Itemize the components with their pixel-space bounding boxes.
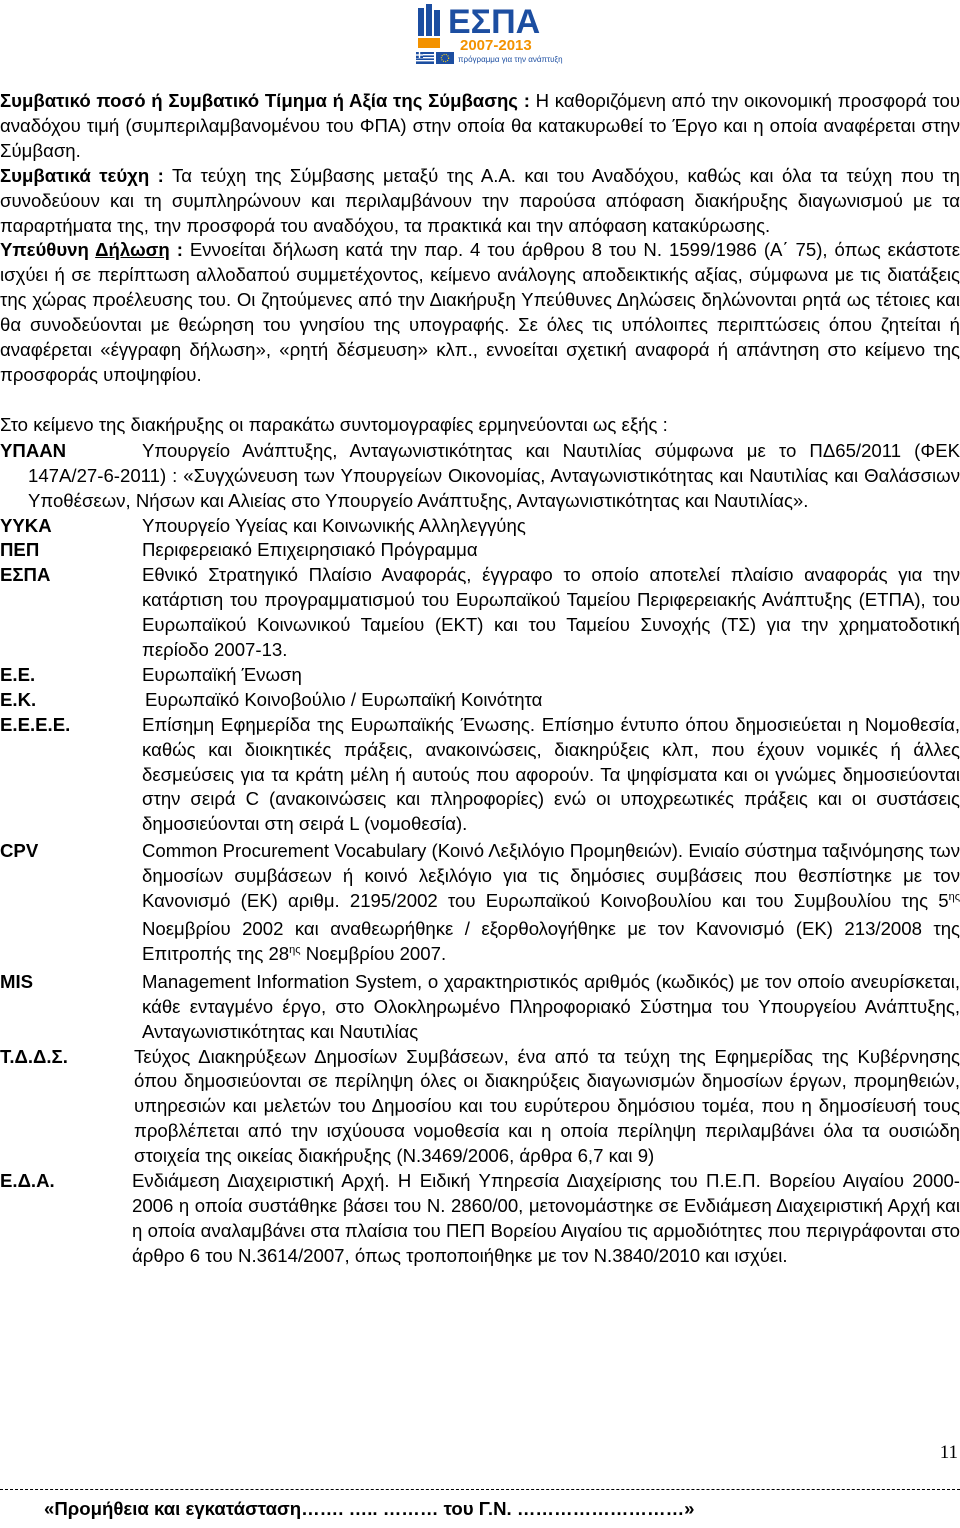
logo-bar-2: [426, 4, 432, 36]
abbr-espa: ΕΣΠΑ Εθνικό Στρατηγικό Πλαίσιο Αναφοράς, έγγραφο το οποίο αποτελεί πλαίσιο αναφοράς για την κατάρτιση του προγραμματισμού του Ευρωπαϊκού Ταμείου Περιφερειακής Ανάπτυξης (ΕΤΠΑ), του Ευρωπαϊκού Κοινωνικού Ταμείου (ΕΚΤ) και του Ταμείου Συνοχής (ΤΣ) για την χρηματοδοτική περίοδο 2007-13.: [0, 564, 960, 661]
abbr-cpv: CPV Common Procurement Vocabulary (Κοινό Λεξιλόγιο Προμηθειών). Ενιαίο σύστημα ταξινόμησης των δημοσίων συμβάσεων ή κοινό λεξιλόγιο για τις δημόσιες συμβάσεις που θεσπίστηκε με τον Κανονισμό (ΕΚ) αριθμ. 2195/2002 του Ευρωπαϊκού Κοινοβουλίου και του Συμβουλίου της $5^{\eta\varsigma}$ Νοεμβρίου 2002 και αναθεωρήθηκε / εξορθολογήθηκε με τον Κανονισμό (ΕΚ) 213/2008 της Επιτροπής της $28^{\eta\varsigma}$ Νοεμβρίου 2007.: [0, 840, 960, 964]
logo-bar-1: [418, 8, 424, 36]
logo-orange-block: [418, 38, 440, 48]
definition-contract-documents: Συμβατικά τεύχη : Τα τεύχη της Σύμβασης μεταξύ της Α.Α. και του Αναδόχου, καθώς και όλα τα τεύχη που τη συνοδεύουν και τη συμπληρώνουν και περιλαμβάνουν την παρούσα απόφαση διακήρυξης διαγωνισμού με τα παραρτήματα της, την προσφορά του αναδόχου, τα πρακτικά και την απόφαση κατακύρωσης.: [0, 164, 960, 236]
greek-flag-icon: [416, 52, 434, 64]
abbr-eda: Ε.Δ.Α. Ενδιάμεση Διαχειριστική Αρχή. Η Ειδική Υπηρεσία Διαχείρισης του Π.Ε.Π. Βορείου Αιγαίου 2000-2006 η οποία συστάθηκε βάσει του Ν. 2860/00, μετονομάστηκε σε Ενδιάμεση Διαχειριστική Αρχή και η οποία αναλαμβάνει στα πλαίσια του ΠΕΠ Βορείου Αιγαίου τις αρμοδιότητες που περιγράφονται στο άρθρο 6 του Ν.3614/2007, όπως τροποποιήθηκε με τον Ν.3840/2010 και ισχύει.: [0, 1170, 960, 1266]
term: Συμβατικά τεύχη :: [0, 164, 164, 186]
abbr-text: Υπουργείο Ανάπτυξης, Ανταγωνιστικότητας και Ναυτιλίας σύμφωνα με το ΠΔ65/2011 (ΦΕΚ 147Α/27-6-2011) : «Συγχώνευση των Υπουργείων Οικονομίας, Ανταγωνιστικότητας και Ναυτιλίας και Θαλάσσιων Υποθέσεων, Νήσων και Αλιείας στο Υπουργείο Ανάπτυξης, Ανταγωνιστικότητας και Ναυτιλίας».: [28, 439, 960, 511]
abbr-yyka: ΥΥΚΑ Υπουργείο Υγείας και Κοινωνικής Αλληλεγγύης: [0, 514, 526, 536]
footer-text: «Προμήθεια και εγκατάσταση……. ….. ……… του Γ.Ν. ………………………»: [44, 1498, 695, 1519]
logo-years: 2007-2013: [460, 37, 532, 54]
page-number: 11: [939, 1442, 958, 1463]
eu-flag-icon: [436, 52, 454, 64]
abbr-ek: Ε.Κ. Ευρωπαϊκό Κοινοβούλιο / Ευρωπαϊκή Κοινότητα: [0, 688, 543, 710]
logo-bar-3: [434, 10, 440, 36]
abbr-eeee: Ε.Ε.Ε.Ε. Επίσημη Εφημερίδα της Ευρωπαϊκής Ένωσης. Επίσημο έντυπο όπου δημοσιεύεται η Νομοθεσία, καθώς και διοικητικές πράξεις, ανακοινώσεις, διακηρύξεις κλπ, που έχουν νομικές ή άλλες δεσμεύσεις για τα κράτη μέλη ή αυτούς που αφορούν. Τα ψηφίσματα και οι γνώμες δημοσιεύονται στην σειρά C (ανακοινώσεις και πληροφορίες) ενώ οι υποχρεωτικές πράξεις και οι συστάσεις δημοσιεύονται στη σειρά L (νομοθεσία).: [0, 713, 960, 835]
abbr-mis: MIS Management Information System, ο χαρακτηριστικός αριθμός (κωδικός) με τον οποίο ανευρίσκεται, κάθε ενταγμένο έργο, στο Ολοκληρωμένο Πληροφοριακό Σύστημα του Υπουργείου Ανάπτυξης, Ανταγωνιστικότητας και Ναυτιλίας: [0, 970, 960, 1042]
abbr-tdds: Τ.Δ.Δ.Σ. Τεύχος Διακηρύξεων Δημοσίων Συμβάσεων, ένα από τα τεύχη της Εφημερίδας της Κυβέρνησης όπου δημοσιεύονται σε περίληψη όλες οι διακηρύξεις διαγωνισμών δημοσίων έργων, προμηθειών, υπηρεσιών και μελετών του Δημοσίου και του ευρύτερου δημόσιου τομέα, που η δημοσίευσή τους προβλέπεται από την ισχύουσα νομοθεσία και η οποία περίληψη περιλαμβάνει όλα τα ουσιώδη στοιχεία της οικείας διακήρυξης (Ν.3469/2006, άρθρα 6,7 και 9): [0, 1045, 960, 1167]
term: Συμβατικό ποσό ή Συμβατικό Τίμημα ή Αξία της Σύμβασης :: [0, 90, 530, 111]
abbr-ee: Ε.Ε. Ευρωπαϊκή Ένωση: [0, 663, 302, 685]
footer-divider: [0, 1489, 960, 1490]
abbr-term: ΥΠΑΑΝ: [0, 439, 67, 461]
espa-logo: [414, 2, 563, 66]
definition-solemn-declaration: Υπεύθυνη Δήλωση : Εννοείται δήλωση κατά την παρ. 4 του άρθρου 8 του Ν. 1599/1986 (Α΄ 75), όπως εκάστοτε ισχύει ή σε περίπτωση αλλοδαπού συμμετέχοντος, κείμενο ανάλογης αποδεικτικής αξίας, σύμφωνα με τις διατάξεις της χώρας προέλευσης του. Οι ζητούμενες από την Διακήρυξη Υπεύθυνες Δηλώσεις δηλώνονται ρητά ως τέτοιες και θα συνοδεύονται με θεώρηση του γνησίου της υπογραφής. Σε όλες τις υπόλοιπες περιπτώσεις όπου ζητείται ή αναφέρεται «έγγραφη δήλωση», «ρητή δέσμευση» κλπ., εννοείται σχετική αναφορά ή απάντηση στο κείμενο της προσφοράς υποψηφίου.: [0, 239, 960, 385]
term: Υπεύθυνη Δήλωση :: [0, 239, 183, 261]
abbreviations-intro: Στο κείμενο της διακήρυξης οι παρακάτω συντομογραφίες ερμηνεύονται ως εξής :: [0, 413, 668, 435]
definition-contract-value: Συμβατικό ποσό ή Συμβατικό Τίμημα ή Αξία της Σύμβασης : Η καθοριζόμενη από την οικονομική προσφορά του αναδόχου τιμή (συμπεριλαμβανομένου του ΦΠΑ) στην οποία θα κατακυρωθεί το Έργο και η οποία αναφέρεται στην Σύμβαση.: [0, 90, 960, 161]
document-body: [0, 89, 960, 1269]
logo-tagline: πρόγραμμα για την ανάπτυξη: [458, 55, 563, 64]
abbr-pep: ΠΕΠ Περιφερειακό Επιχειρησιακό Πρόγραμμα: [0, 539, 478, 561]
logo-title: ΕΣΠΑ: [448, 3, 541, 41]
abbr-ypaan: [0, 439, 960, 514]
